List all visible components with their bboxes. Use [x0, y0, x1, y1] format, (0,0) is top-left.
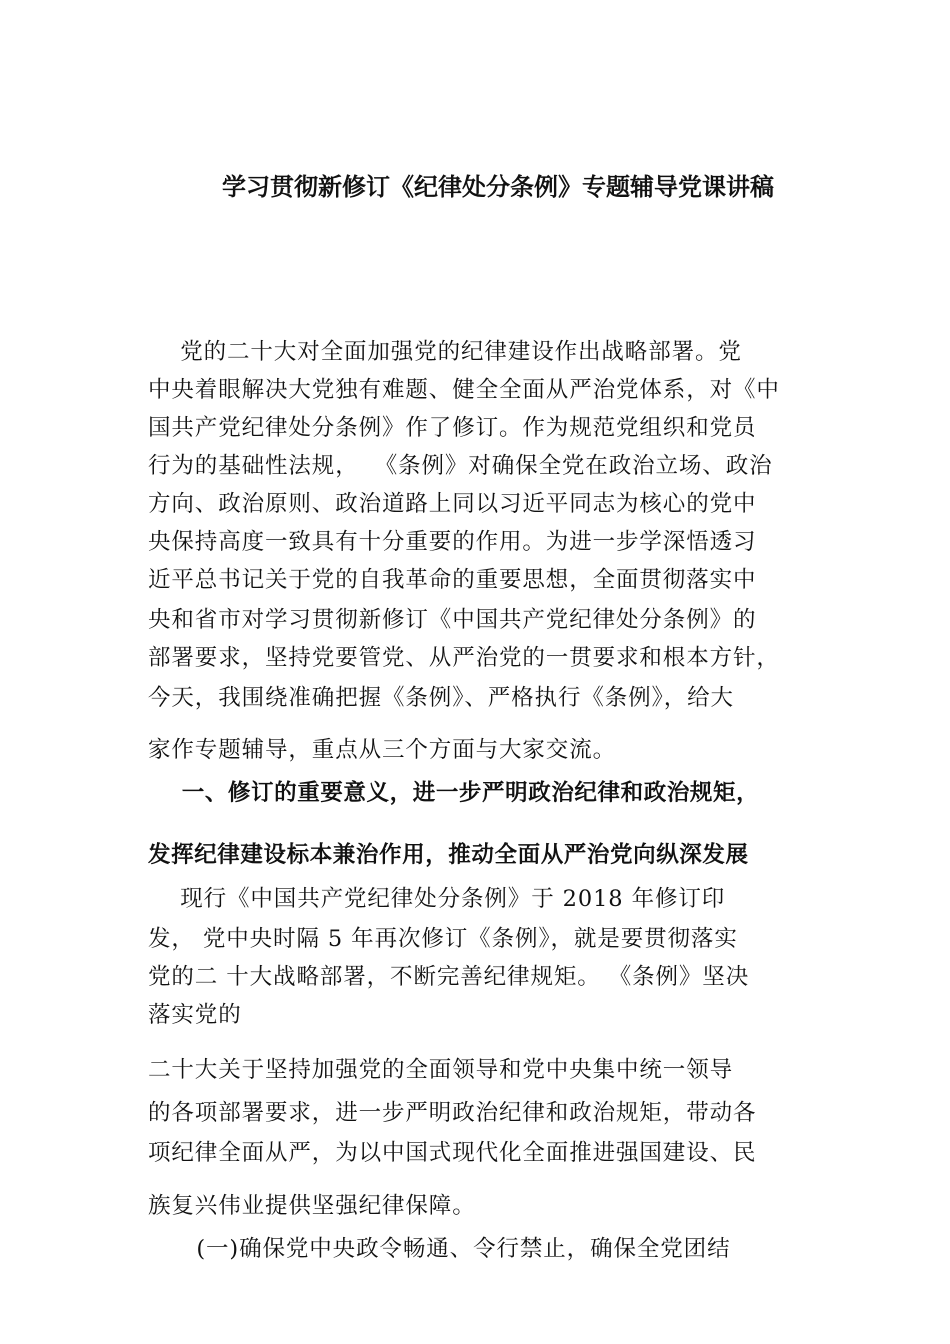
- body-line: 的各项部署要求，进一步严明政治纪律和政治规矩，带动各: [148, 1100, 757, 1126]
- section-heading-line: 一、修订的重要意义，进一步严明政治纪律和政治规矩，: [148, 780, 760, 806]
- body-line: 族复兴伟业提供坚强纪律保障。: [148, 1193, 476, 1219]
- body-line: 今天，我围绕准确把握《条例》、严格执行《条例》，给大: [148, 685, 734, 711]
- body-line: 家作专题辅导，重点从三个方面与大家交流。: [148, 737, 617, 763]
- body-line: 现行《中国共产党纪律处分条例》于 2018 年修订印: [148, 886, 726, 912]
- document-title: 学习贯彻新修订《纪律处分条例》专题辅导党课讲稿: [222, 173, 774, 201]
- section-heading-line: 发挥纪律建设标本兼治作用，推动全面从严治党向纵深发展: [148, 842, 749, 868]
- body-line: 中央着眼解决大党独有难题、健全全面从严治党体系，对《中: [148, 377, 780, 403]
- body-line: 部署要求，坚持党要管党、从严治党的一贯要求和根本方针，: [148, 645, 780, 671]
- body-line: 二十大关于坚持加强党的全面领导和党中央集中统一领导: [148, 1057, 734, 1083]
- body-line: 国共产党纪律处分条例》作了修订。作为规范党组织和党员: [148, 415, 757, 441]
- subsection-line: (一)确保党中央政令畅通、令行禁止，确保全党团结: [148, 1236, 731, 1262]
- body-line: 行为的基础性法规， 《条例》对确保全党在政治立场、政治: [148, 453, 773, 479]
- body-line: 党的二十大对全面加强党的纪律建设作出战略部署。党: [148, 339, 742, 365]
- body-line: 发， 党中央时隔 5 年再次修订《条例》，就是要贯彻落实: [148, 926, 738, 952]
- body-line: 项纪律全面从严，为以中国式现代化全面推进强国建设、民: [148, 1140, 757, 1166]
- body-line: 央保持高度一致具有十分重要的作用。为进一步学深悟透习: [148, 529, 757, 555]
- body-line: 方向、政治原则、政治道路上同以习近平同志为核心的党中: [148, 491, 757, 517]
- body-line: 党的二 十大战略部署，不断完善纪律规矩。 《条例》坚决: [148, 964, 750, 990]
- body-line: 落实党的: [148, 1002, 242, 1028]
- body-line: 央和省市对学习贯彻新修订《中国共产党纪律处分条例》的: [148, 607, 757, 633]
- body-line: 近平总书记关于党的自我革命的重要思想，全面贯彻落实中: [148, 567, 757, 593]
